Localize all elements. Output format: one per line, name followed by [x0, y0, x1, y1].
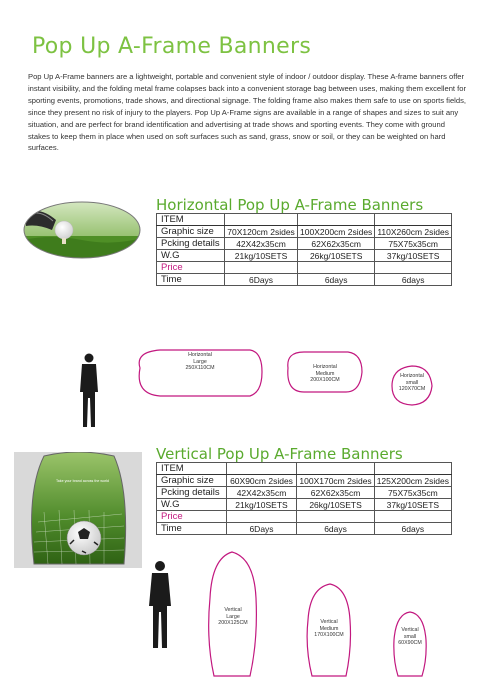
shape-size-name: Medium [315, 370, 335, 377]
table-cell: 42X42x35cm [226, 487, 297, 499]
row-label: Pcking details [157, 487, 227, 499]
intro-paragraph: Pop Up A-Frame banners are a lightweight, portable and convenient style of indoor / outdoor display. These A-frame banners offer instant visibility, and the folding metal frame colapses back into a convenient storage bag between uses, making them excellent for sporting events, promotions, trade shows, and directional signage. The folding frame also makes them safe to use on sports fields, since they present no risk of injury to the players. Pop Up A-Frame signs are available in a range of shapes and sizes to suit any situation, and are perfect for brand identification and advertising at trade shows and sporting events. They come with ground stakes to keep them in place when used on soft surfaces such as sand, grass, snow or soil, or they can be weighted on hard surfaces. [28, 72, 467, 153]
table-cell: 100X170cm 2sides [297, 475, 374, 487]
table-cell: 125X200cm 2sides [374, 475, 451, 487]
shape-name: Vertical [224, 607, 242, 613]
row-label: Graphic size [157, 226, 225, 238]
table-cell: 6days [298, 274, 375, 286]
table-cell: 21kg/10SETS [225, 250, 298, 262]
shape-dims: 60X90CM [398, 640, 422, 647]
vertical-section-title: Vertical Pop Up A-Frame Banners [156, 445, 403, 463]
shape-name: Horizontal [400, 373, 424, 379]
table-cell: 62X62x35cm [298, 238, 375, 250]
shape-dims: 250X110CM [185, 365, 215, 372]
shape-size-name: small [403, 633, 417, 640]
table-cell: 60X90cm 2sides [226, 475, 297, 487]
table-cell: 26kg/10SETS [298, 250, 375, 262]
photo-caption: Take your brand across the world [56, 479, 109, 483]
table-cell: 62X62x35cm [297, 487, 374, 499]
shape-name: Horizontal [313, 364, 337, 370]
shape-name: Vertical [401, 627, 419, 633]
shape-dims: 170X100CM [314, 632, 344, 639]
row-label: Time [157, 523, 227, 535]
table-cell: 6days [374, 523, 451, 535]
shape-name: Horizontal [188, 352, 212, 358]
shape-dims: 120X70CM [398, 386, 426, 393]
shape-dims: 200X125CM [218, 620, 248, 627]
row-label: Time [157, 274, 225, 286]
shape-dims: 200X100CM [310, 377, 340, 384]
row-label-price: Price [157, 262, 225, 274]
shape-label-vertical-medium [309, 619, 349, 639]
table-cell: 110X260cm 2sides [375, 226, 452, 238]
row-label: W.G [157, 250, 225, 262]
table-cell: 21kg/10SETS [226, 499, 297, 511]
row-label: Graphic size [157, 475, 227, 487]
shape-label-vertical-large [213, 607, 253, 627]
shape-label-vertical-small [392, 627, 428, 647]
table-cell: 26kg/10SETS [297, 499, 374, 511]
shape-size-name: Medium [319, 625, 339, 632]
shape-name: Vertical [320, 619, 338, 625]
shape-size-name: Large [193, 358, 207, 365]
table-cell: 6Days [225, 274, 298, 286]
table-cell: 37kg/10SETS [374, 499, 451, 511]
shape-size-name: Large [226, 613, 240, 620]
table-cell: 42X42x35cm [225, 238, 298, 250]
row-label: Pcking details [157, 238, 225, 250]
table-cell: 6Days [226, 523, 297, 535]
table-cell: 6days [375, 274, 452, 286]
row-label: W.G [157, 499, 227, 511]
shape-size-name: small [405, 379, 419, 386]
row-label: ITEM [157, 463, 227, 475]
table-cell: 75X75x35cm [375, 238, 452, 250]
table-cell: 6days [297, 523, 374, 535]
row-label-price: Price [157, 511, 227, 523]
person-silhouette-icon [149, 561, 171, 648]
table-cell: 70X120cm 2sides [225, 226, 298, 238]
table-cell: 75X75x35cm [374, 487, 451, 499]
table-cell: 100X200cm 2sides [298, 226, 375, 238]
row-label: ITEM [157, 214, 225, 226]
page-title: Pop Up A-Frame Banners [32, 34, 312, 59]
horizontal-section-title: Horizontal Pop Up A-Frame Banners [156, 196, 424, 214]
table-cell: 37kg/10SETS [375, 250, 452, 262]
